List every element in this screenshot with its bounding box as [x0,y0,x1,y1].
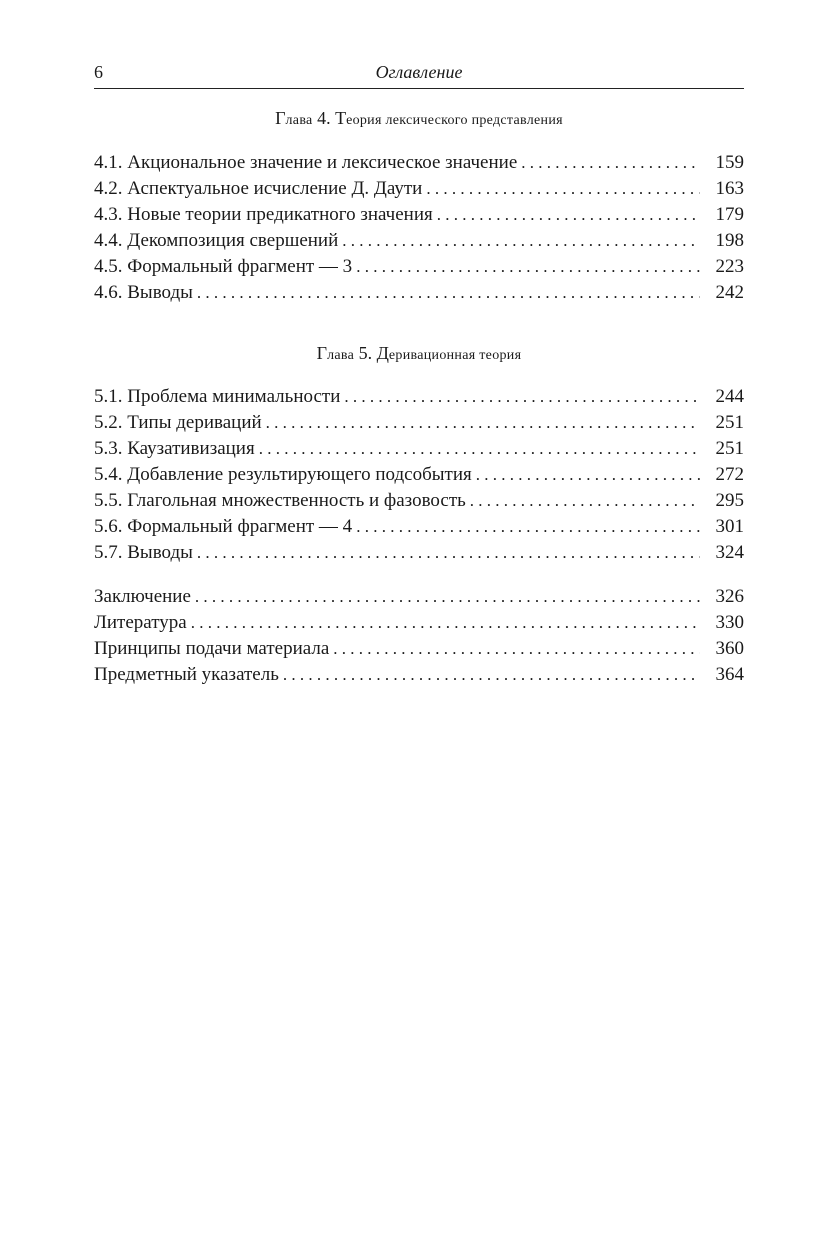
dot-leader [356,254,700,280]
toc-entry[interactable] [94,540,744,566]
toc-entry-label: 5.3. Каузативизация [94,438,255,459]
toc-entry[interactable] [94,384,744,410]
back-matter-toc [94,584,744,688]
toc-entry-page: 251 [715,412,744,433]
toc-entry[interactable] [94,610,744,636]
toc-entry[interactable] [94,410,744,436]
toc-entry[interactable] [94,280,744,306]
toc-entry-page: 251 [715,438,744,459]
chapter-word-initial: Г [316,343,328,363]
toc-entry-label: 5.1. Проблема минимальности [94,386,341,407]
chapter-title-rest: еория лексического представления [346,113,563,128]
toc-entry-label: 4.5. Формальный фрагмент — 3 [94,256,353,277]
dot-leader [476,462,700,488]
toc-entry[interactable] [94,228,744,254]
toc-entry[interactable] [94,514,744,540]
dot-leader [342,228,700,254]
chapter-title-initial: Т [335,108,347,128]
toc-entry-label: 5.6. Формальный фрагмент — 4 [94,516,353,537]
toc-entry[interactable] [94,150,744,176]
toc-entry-page: 330 [715,612,744,633]
toc-entry[interactable] [94,254,744,280]
dot-leader [521,150,700,176]
dot-leader [191,610,700,636]
dot-leader [259,436,700,462]
toc-entry-page: 324 [715,542,744,563]
page-number: 6 [94,62,103,82]
dot-leader [333,636,700,662]
dot-leader [356,514,700,540]
toc-entry-page: 272 [715,464,744,485]
toc-entry-label: Предметный указатель [94,664,279,685]
toc-entry-label: 4.1. Акциональное значение и лексическое значение [94,152,518,173]
dot-leader [344,384,700,410]
chapter-number: 4. [312,108,336,128]
running-title: Оглавление [375,62,463,82]
dot-leader [195,584,700,610]
toc-entry-page: 360 [715,638,744,659]
running-head [94,60,744,89]
toc-entry-page: 364 [715,664,744,685]
dot-leader [426,176,700,202]
chapter-word-initial: Г [275,108,286,128]
toc-entry[interactable] [94,636,744,662]
toc-entry-page: 159 [715,152,744,173]
toc-entry-label: Принципы подачи материала [94,638,330,659]
toc-entry-label: 4.4. Декомпозиция свершений [94,230,339,251]
chapter-title-rest: еривационная теория [388,348,522,363]
toc-entry-label: Заключение [94,586,191,607]
toc-entry[interactable] [94,202,744,228]
dot-leader [470,488,700,514]
chapter-4-heading [94,108,744,129]
toc-entry-page: 198 [715,230,744,251]
toc-entry-page: 326 [715,586,744,607]
dot-leader [283,662,700,688]
dot-leader [266,410,700,436]
toc-entry-label: 4.2. Аспектуальное исчисление Д. Даути [94,178,423,199]
toc-entry-label: 5.7. Выводы [94,542,193,563]
toc-entry[interactable] [94,488,744,514]
chapter-title-initial: Д [376,343,389,363]
toc-entry-label: 5.2. Типы дериваций [94,412,262,433]
chapter-5-heading [94,343,744,364]
chapter-5-toc [94,384,744,566]
toc-entry-page: 223 [715,256,744,277]
toc-entry[interactable] [94,462,744,488]
dot-leader [197,280,700,306]
dot-leader [197,540,700,566]
toc-entry-page: 295 [715,490,744,511]
chapter-4-toc [94,150,744,306]
toc-entry[interactable] [94,176,744,202]
toc-entry-page: 163 [715,178,744,199]
toc-entry[interactable] [94,662,744,688]
chapter-word-rest: лава [327,348,355,363]
toc-entry-page: 179 [715,204,744,225]
toc-entry-page: 244 [715,386,744,407]
toc-entry-label: 4.3. Новые теории предикатного значения [94,204,433,225]
toc-entry-page: 242 [715,282,744,303]
toc-entry-page: 301 [715,516,744,537]
toc-entry[interactable] [94,436,744,462]
toc-entry-label: 4.6. Выводы [94,282,193,303]
toc-entry-label: 5.4. Добавление результирующего подсобытия [94,464,472,485]
chapter-word-rest: лава [285,113,313,128]
toc-entry-label: Литература [94,612,187,633]
toc-entry-label: 5.5. Глагольная множественность и фазовость [94,490,466,511]
toc-entry[interactable] [94,584,744,610]
dot-leader [437,202,700,228]
chapter-number: 5. [354,343,377,363]
